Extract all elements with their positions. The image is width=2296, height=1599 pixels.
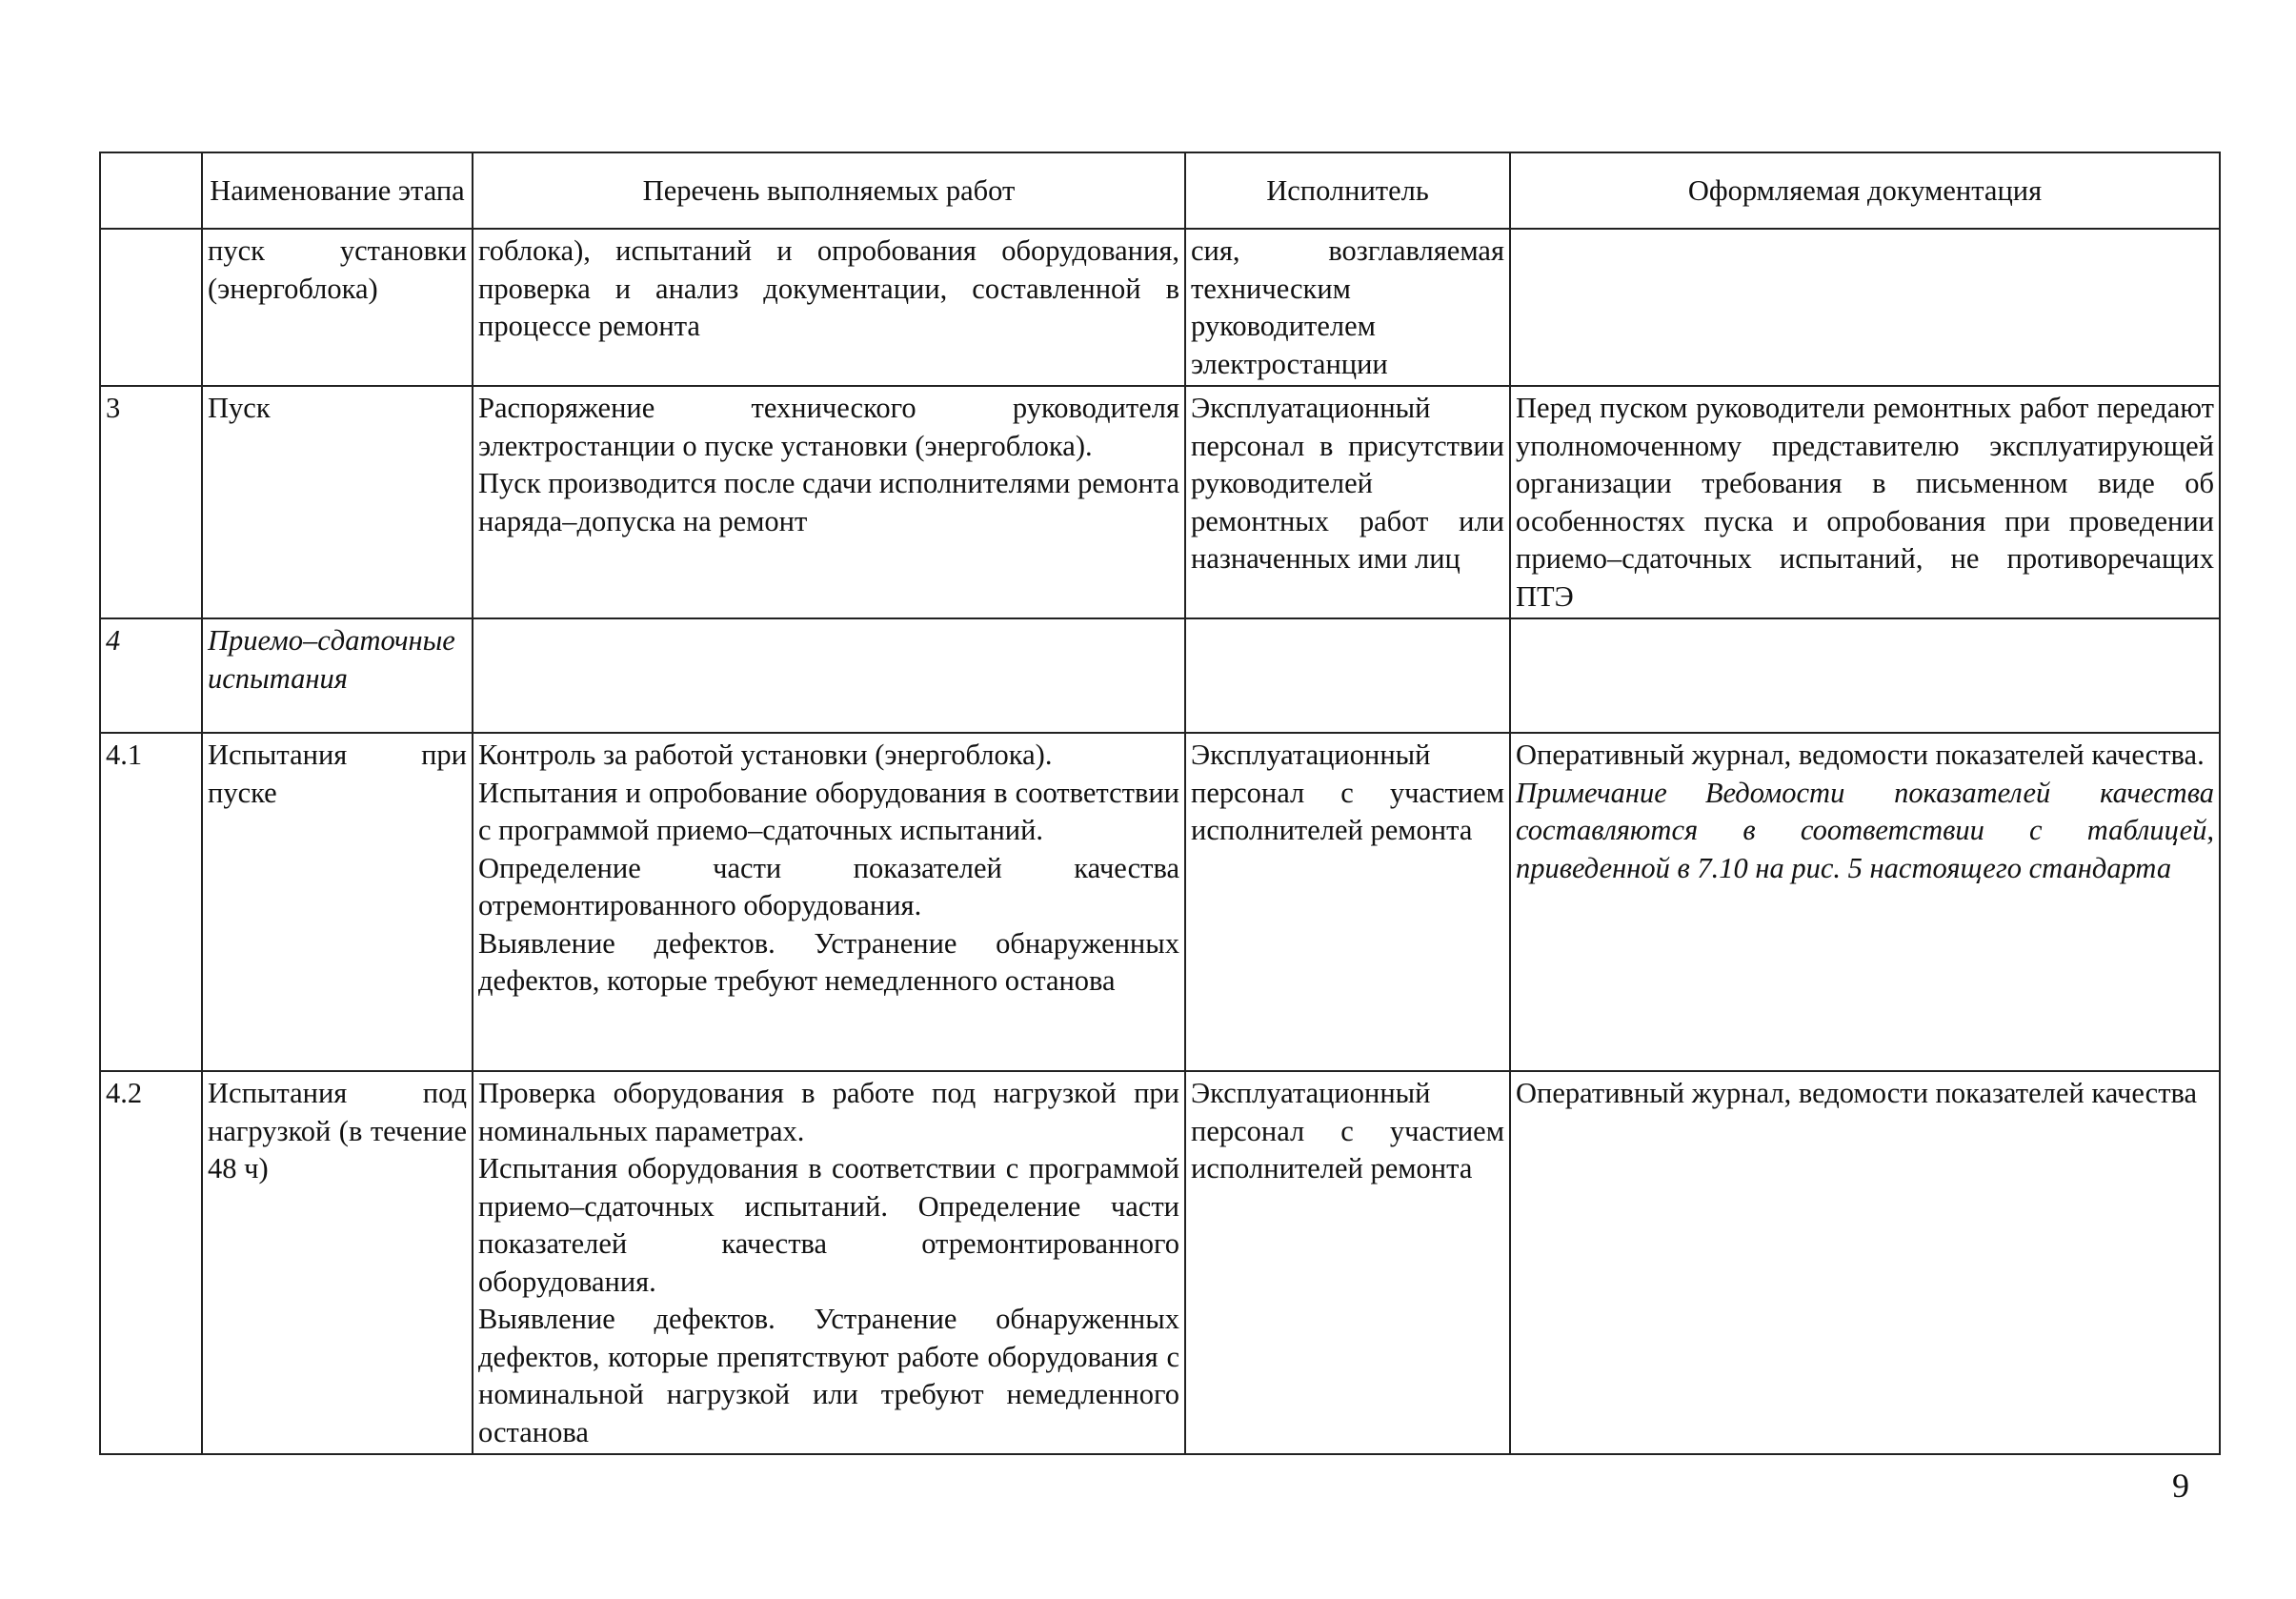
- cell-stage: Пуск: [202, 386, 473, 618]
- header-number: [100, 152, 202, 229]
- documentation-note: [1516, 775, 2214, 888]
- cell-executor: Эксплуатационный персонал в присутствии руководителей ремонтных работ или назначенных ими лиц: [1185, 386, 1510, 618]
- work-item: Определение части показателей качества отремонтированного оборудования.: [478, 851, 1179, 921]
- work-item: Испытания оборудования в соответствии с программой приемо–сдаточных испытаний. Определение части показателей качества отремонтированного оборудования.: [478, 1152, 1179, 1298]
- table-row: [100, 618, 2220, 733]
- work-item: Выявление дефектов. Устранение обнаруженных дефектов, которые требуют немедленного останова: [478, 926, 1179, 997]
- cell-works: [473, 1071, 1185, 1454]
- cell-stage: Испытания при пуске: [202, 733, 473, 1071]
- header-stage-name: Наименование этапа: [202, 152, 473, 229]
- cell-number: [100, 229, 202, 386]
- work-item: гоблока), испытаний и опробования оборудования, проверка и анализ документации, составленной в процессе ремонта: [478, 234, 1179, 342]
- cell-documentation: [1510, 229, 2220, 386]
- cell-executor: [1185, 618, 1510, 733]
- cell-executor: Эксплуатационный персонал с участием исполнителей ремонта: [1185, 733, 1510, 1071]
- work-item: Проверка оборудования в работе под нагрузкой при номинальных параметрах.: [478, 1077, 1179, 1147]
- cell-documentation: [1510, 618, 2220, 733]
- page-number: 9: [2172, 1467, 2189, 1505]
- cell-stage: Приемо–сдаточные испытания: [202, 618, 473, 733]
- work-stages-table: [99, 152, 2221, 1455]
- documentation-text: Оперативный журнал, ведомости показателей качества.: [1516, 739, 2205, 771]
- cell-documentation: Перед пуском руководители ремонтных работ передают уполномоченному представителю эксплуатирующей организации требования в письменном виде об особенностях пуска и опробования при проведении приемо–сдаточных испытаний, не противоречащих ПТЭ: [1510, 386, 2220, 618]
- cell-number: 4.2: [100, 1071, 202, 1454]
- table-row: [100, 1071, 2220, 1454]
- cell-works: [473, 229, 1185, 386]
- table-row: [100, 733, 2220, 1071]
- work-item: Испытания и опробование оборудования в соответствии с программой приемо–сдаточных испытаний.: [478, 776, 1179, 846]
- table-row: [100, 229, 2220, 386]
- work-item: Пуск производится после сдачи исполнителями ремонта наряда–допуска на ремонт: [478, 467, 1179, 537]
- cell-number: 4.1: [100, 733, 202, 1071]
- table-header-row: [100, 152, 2220, 229]
- table-row: [100, 386, 2220, 618]
- cell-works: [473, 618, 1185, 733]
- note-label: Примечание: [1516, 776, 1667, 809]
- header-documentation: Оформляемая документация: [1510, 152, 2220, 229]
- cell-works: [473, 733, 1185, 1071]
- cell-executor: сия, возглавляемая техническим руководителем электростанции: [1185, 229, 1510, 386]
- work-item: Контроль за работой установки (энергоблока).: [478, 739, 1053, 771]
- cell-number: 3: [100, 386, 202, 618]
- cell-documentation: Оперативный журнал, ведомости показателей качества: [1510, 1071, 2220, 1454]
- cell-executor: Эксплуатационный персонал с участием исполнителей ремонта: [1185, 1071, 1510, 1454]
- work-item: Распоряжение технического руководителя электростанции о пуске установки (энергоблока).: [478, 392, 1179, 462]
- cell-documentation: [1510, 733, 2220, 1071]
- header-executor: Исполнитель: [1185, 152, 1510, 229]
- work-item: Выявление дефектов. Устранение обнаруженных дефектов, которые препятствуют работе оборудования с номинальной нагрузкой или требуют немедленного останова: [478, 1303, 1179, 1448]
- cell-stage: Испытания под нагрузкой (в течение 48 ч): [202, 1071, 473, 1454]
- cell-works: [473, 386, 1185, 618]
- cell-number: 4: [100, 618, 202, 733]
- cell-stage: пуск установки (энергоблока): [202, 229, 473, 386]
- header-works-list: Перечень выполняемых работ: [473, 152, 1185, 229]
- note-text: Ведомости показателей качества составляются в соответствии с таблицей, приведенной в 7.10 на рис. 5 настоящего стандарта: [1516, 776, 2214, 884]
